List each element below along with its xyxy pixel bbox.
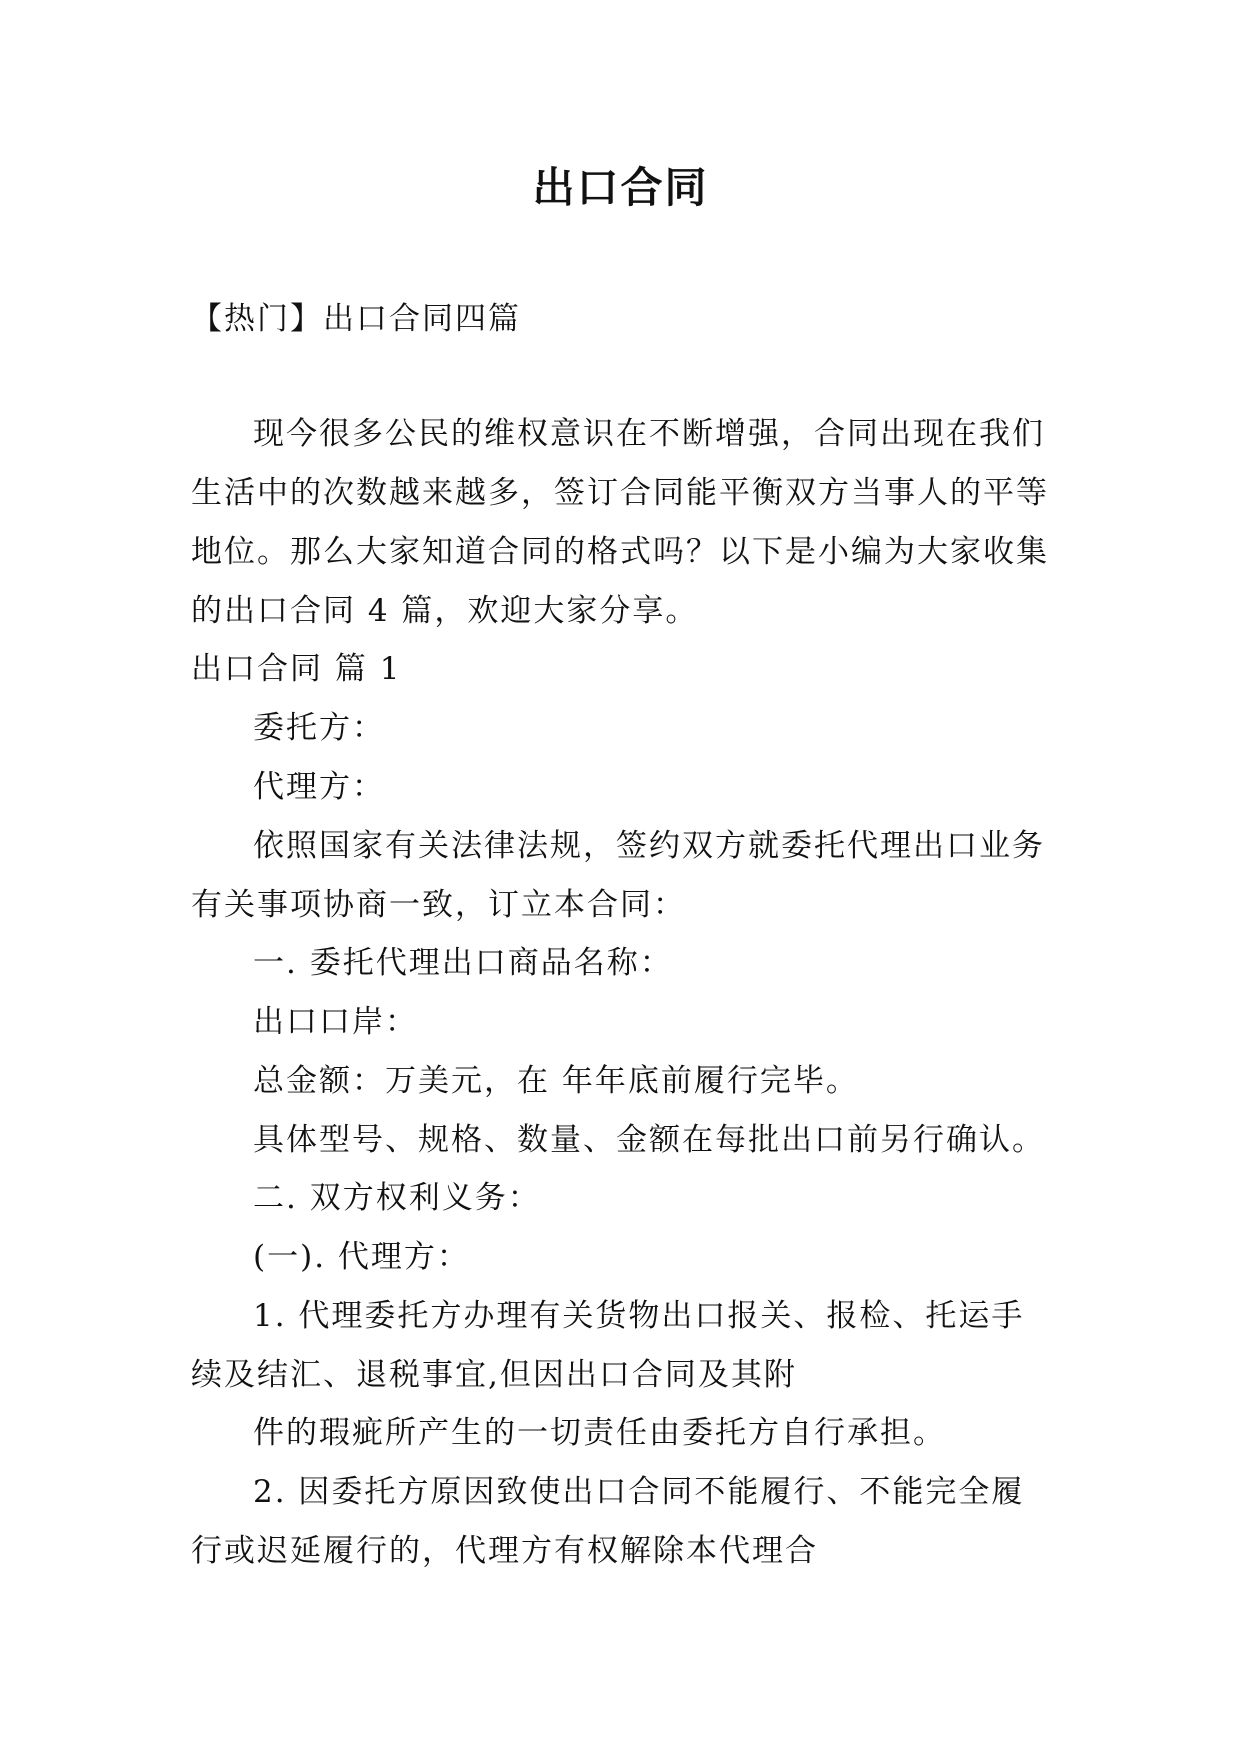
- body-line-13: 具体型号、规格、数量、金额在每批出口前另行确认。: [253, 1122, 1045, 1158]
- body-line-15: (一). 代理方：: [253, 1239, 470, 1275]
- body-line-4: 的出口合同 4 篇，欢迎大家分享。: [191, 593, 699, 629]
- page-title: 出口合同: [532, 163, 709, 212]
- body-line-6: 委托方：: [253, 710, 385, 746]
- body-line-18: 件的瑕疵所产生的一切责任由委托方自行承担。: [253, 1415, 946, 1451]
- body-line-7: 代理方：: [253, 769, 385, 805]
- body-line-14: 二. 双方权利义务：: [253, 1180, 541, 1216]
- body-line-8: 依照国家有关法律法规，签约双方就委托代理出口业务: [253, 828, 1045, 864]
- body-line-10: 一. 委托代理出口商品名称：: [253, 945, 673, 981]
- body-line-16: 1. 代理委托方办理有关货物出口报关、报检、托运手: [253, 1298, 1025, 1334]
- body-line-17: 续及结汇、退税事宜,但因出口合同及其附: [191, 1357, 797, 1393]
- body-line-12: 总金额：万美元，在 年年底前履行完毕。: [253, 1063, 859, 1099]
- body-line-11: 出口口岸：: [253, 1004, 418, 1040]
- body-line-3: 地位。那么大家知道合同的格式吗？以下是小编为大家收集: [191, 534, 1049, 570]
- body-line-2: 生活中的次数越来越多，签订合同能平衡双方当事人的平等: [191, 475, 1049, 511]
- body-line-9: 有关事项协商一致，订立本合同：: [191, 887, 686, 923]
- document-subtitle: 【热门】出口合同四篇: [191, 301, 521, 337]
- body-line-20: 行或迟延履行的，代理方有权解除本代理合: [191, 1533, 818, 1569]
- body-line-1: 现今很多公民的维权意识在不断增强，合同出现在我们: [253, 416, 1045, 452]
- body-line-19: 2. 因委托方原因致使出口合同不能履行、不能完全履: [253, 1474, 1025, 1510]
- section-heading: 出口合同 篇 1: [191, 651, 402, 687]
